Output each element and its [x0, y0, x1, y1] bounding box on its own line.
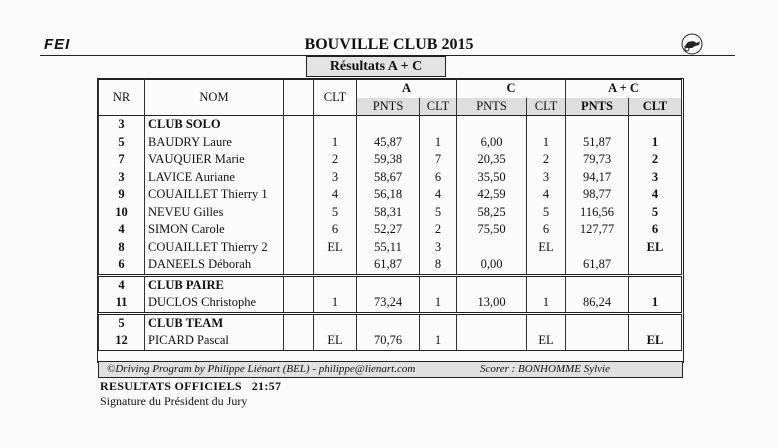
cell-c-clt: EL [527, 239, 566, 257]
cell-c-pnts: 42,59 [457, 186, 527, 204]
cell-ac-pnts: 94,17 [566, 169, 629, 187]
cell-blank [284, 239, 314, 257]
cell-nom: DANEELS Déborah [145, 256, 284, 275]
cell-c-pnts [457, 239, 527, 257]
cell-c-clt: EL [527, 332, 566, 350]
cell-nom: VAUQUIER Marie [145, 151, 284, 169]
group-name: CLUB PAIRE [145, 275, 284, 294]
cell-ac-pnts [566, 239, 629, 257]
cell-ac-clt: 5 [629, 204, 682, 222]
empty-cell [420, 275, 457, 294]
cell-nr: 10 [99, 204, 145, 222]
empty-cell [284, 116, 314, 134]
official-results: RESULTATS OFFICIELS 21:57 [100, 379, 282, 393]
cell-c-clt: 5 [527, 204, 566, 222]
cell-blank [284, 169, 314, 187]
group-name: CLUB SOLO [145, 116, 284, 134]
cell-nr: 4 [99, 221, 145, 239]
cell-a-pnts: 56,18 [357, 186, 420, 204]
cell-nom: NEVEU Gilles [145, 204, 284, 222]
table-row [99, 134, 682, 152]
cell-clt: 2 [314, 151, 357, 169]
empty-cell [566, 116, 629, 134]
cell-blank [284, 204, 314, 222]
cell-nom: SIMON Carole [145, 221, 284, 239]
empty-cell [314, 275, 357, 294]
cell-nr: 11 [99, 294, 145, 313]
group-name: CLUB TEAM [145, 313, 284, 332]
empty-cell [357, 275, 420, 294]
col-header-a-clt: CLT [420, 98, 457, 116]
col-header-nom: NOM [145, 80, 284, 116]
table-row [99, 221, 682, 239]
cell-blank [284, 151, 314, 169]
cell-c-pnts: 75,50 [457, 221, 527, 239]
cell-ac-clt: 4 [629, 186, 682, 204]
cell-blank [284, 294, 314, 313]
empty-cell [629, 313, 682, 332]
cell-ac-pnts: 51,87 [566, 134, 629, 152]
cell-a-clt: 1 [420, 294, 457, 313]
fei-logo: FEI [44, 36, 71, 53]
empty-cell [566, 275, 629, 294]
cell-clt: 4 [314, 186, 357, 204]
cell-a-pnts: 58,67 [357, 169, 420, 187]
table-row [99, 294, 682, 313]
cell-nom: COUAILLET Thierry 1 [145, 186, 284, 204]
cell-blank [284, 221, 314, 239]
cell-ac-pnts [566, 332, 629, 350]
group-nr: 3 [99, 116, 145, 134]
cell-ac-clt: EL [629, 239, 682, 257]
empty-cell [314, 313, 357, 332]
cell-a-pnts: 61,87 [357, 256, 420, 275]
cell-blank [284, 134, 314, 152]
cell-c-pnts: 6,00 [457, 134, 527, 152]
group-header-row [99, 313, 682, 332]
cell-blank [284, 186, 314, 204]
empty-cell [629, 116, 682, 134]
cell-ac-clt: EL [629, 332, 682, 350]
cell-a-pnts: 55,11 [357, 239, 420, 257]
cell-ac-clt: 3 [629, 169, 682, 187]
cell-a-pnts: 59,38 [357, 151, 420, 169]
table-header-row [99, 80, 682, 98]
cell-nr: 3 [99, 169, 145, 187]
cell-a-clt: 3 [420, 239, 457, 257]
col-header-c-clt: CLT [527, 98, 566, 116]
cell-a-pnts: 45,87 [357, 134, 420, 152]
col-header-clt: CLT [314, 80, 357, 116]
cell-ac-clt [629, 256, 682, 275]
cell-ac-pnts: 116,56 [566, 204, 629, 222]
cell-a-pnts: 52,27 [357, 221, 420, 239]
group-header-row [99, 116, 682, 134]
cell-nom: LAVICE Auriane [145, 169, 284, 187]
cell-nr: 9 [99, 186, 145, 204]
cell-clt [314, 256, 357, 275]
empty-cell [566, 313, 629, 332]
empty-cell [420, 116, 457, 134]
cell-a-clt: 1 [420, 134, 457, 152]
cell-ac-clt: 1 [629, 134, 682, 152]
cell-clt: 1 [314, 294, 357, 313]
cell-clt: 1 [314, 134, 357, 152]
page-title: BOUVILLE CLUB 2015 [304, 36, 474, 53]
cell-c-clt: 1 [527, 294, 566, 313]
table-row [99, 169, 682, 187]
cell-a-pnts: 58,31 [357, 204, 420, 222]
empty-cell [420, 313, 457, 332]
empty-cell [629, 275, 682, 294]
table-row [99, 151, 682, 169]
empty-cell [527, 116, 566, 134]
empty-cell [527, 313, 566, 332]
cell-nom: DUCLOS Christophe [145, 294, 284, 313]
cell-c-clt: 3 [527, 169, 566, 187]
cell-c-clt: 1 [527, 134, 566, 152]
col-header-ac-clt: CLT [629, 98, 682, 116]
program-footer [98, 361, 683, 378]
cell-c-pnts: 13,00 [457, 294, 527, 313]
cell-nr: 8 [99, 239, 145, 257]
table-row [99, 204, 682, 222]
cell-c-clt [527, 256, 566, 275]
col-header-blank [284, 80, 314, 116]
cell-c-pnts: 0,00 [457, 256, 527, 275]
empty-cell [457, 116, 527, 134]
horse-driving-icon [678, 33, 706, 55]
cell-clt: 6 [314, 221, 357, 239]
table-row [99, 186, 682, 204]
cell-c-pnts: 35,50 [457, 169, 527, 187]
cell-a-clt: 5 [420, 204, 457, 222]
cell-a-clt: 7 [420, 151, 457, 169]
cell-c-pnts [457, 332, 527, 350]
table-row [99, 256, 682, 275]
cell-ac-clt: 2 [629, 151, 682, 169]
cell-nr: 12 [99, 332, 145, 350]
cell-clt: EL [314, 332, 357, 350]
col-header-a-pnts: PNTS [357, 98, 420, 116]
scorer-label: Scorer : BONHOMME Sylvie [479, 363, 610, 375]
empty-cell [357, 313, 420, 332]
cell-nom: PICARD Pascal [145, 332, 284, 350]
cell-c-clt: 4 [527, 186, 566, 204]
cell-a-clt: 1 [420, 332, 457, 350]
col-header-c: C [457, 80, 566, 98]
cell-c-pnts: 20,35 [457, 151, 527, 169]
results-table [98, 79, 682, 351]
results-subtitle: Résultats A + C [306, 56, 446, 77]
col-header-nr: NR [99, 80, 145, 116]
cell-a-clt: 6 [420, 169, 457, 187]
group-nr: 5 [99, 313, 145, 332]
cell-ac-clt: 6 [629, 221, 682, 239]
cell-ac-pnts: 61,87 [566, 256, 629, 275]
cell-ac-pnts: 98,77 [566, 186, 629, 204]
cell-a-clt: 8 [420, 256, 457, 275]
cell-a-pnts: 70,76 [357, 332, 420, 350]
group-nr: 4 [99, 275, 145, 294]
cell-c-pnts: 58,25 [457, 204, 527, 222]
cell-clt: EL [314, 239, 357, 257]
cell-nr: 7 [99, 151, 145, 169]
cell-nom: COUAILLET Thierry 2 [145, 239, 284, 257]
cell-blank [284, 256, 314, 275]
cell-a-clt: 4 [420, 186, 457, 204]
cell-nom: BAUDRY Laure [145, 134, 284, 152]
cell-c-clt: 6 [527, 221, 566, 239]
cell-nr: 6 [99, 256, 145, 275]
cell-ac-pnts: 127,77 [566, 221, 629, 239]
empty-cell [457, 275, 527, 294]
col-header-a: A [357, 80, 457, 98]
table-row [99, 332, 682, 350]
cell-ac-clt: 1 [629, 294, 682, 313]
jury-signature-label: Signature du Président du Jury [100, 394, 248, 408]
col-header-c-pnts: PNTS [457, 98, 527, 116]
empty-cell [457, 313, 527, 332]
empty-cell [314, 116, 357, 134]
cell-clt: 3 [314, 169, 357, 187]
cell-blank [284, 332, 314, 350]
empty-cell [284, 313, 314, 332]
empty-cell [357, 116, 420, 134]
cell-a-clt: 2 [420, 221, 457, 239]
col-header-ac-pnts: PNTS [566, 98, 629, 116]
cell-c-clt: 2 [527, 151, 566, 169]
empty-cell [527, 275, 566, 294]
cell-a-pnts: 73,24 [357, 294, 420, 313]
table-row [99, 239, 682, 257]
empty-cell [284, 275, 314, 294]
cell-ac-pnts: 86,24 [566, 294, 629, 313]
cell-nr: 5 [99, 134, 145, 152]
program-credit: ©Driving Program by Philippe Liénart (BEL) - philippe@lienart.com [107, 363, 416, 375]
cell-clt: 5 [314, 204, 357, 222]
cell-ac-pnts: 79,73 [566, 151, 629, 169]
col-header-ac: A + C [566, 80, 682, 98]
group-header-row [99, 275, 682, 294]
